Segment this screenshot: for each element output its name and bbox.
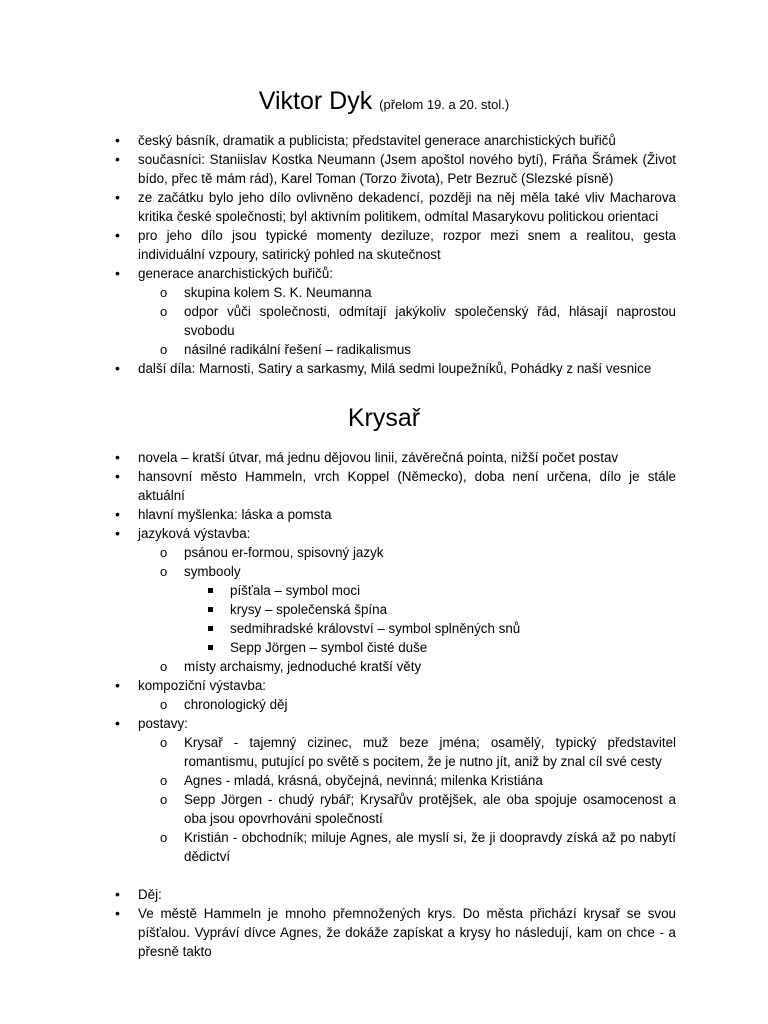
blank-line <box>138 866 676 885</box>
krysar-bullet-list <box>0 448 676 961</box>
list-item: • další díla: Marnosti, Satiry a sarkasmy, Milá sedmi loupežníků, Pohádky z naší vesnice <box>0 359 676 378</box>
sublist-item: o chronologický děj <box>184 695 676 714</box>
title-text: Viktor Dyk <box>258 87 373 115</box>
list-item: • pro jeho dílo jsou typické momenty deziluze, rozpor mezi snem a realitou, gesta individuální vzpoury, satirický pohled na skutečnost <box>0 226 676 264</box>
generation-sublist <box>138 283 676 359</box>
sublist-item: o násilné radikální řešení – radikalismus <box>184 340 676 359</box>
character-item: o Krysař - tajemný cizinec, muž beze jména; osamělý, typický představitel romantismu, putující po světě s pocitem, že je nutno jít, aniž by znal cíl své cesty <box>184 733 676 771</box>
character-item: o Sepp Jörgen - chudý rybář; Krysařův protějšek, ale oba spojuje osamocenost a oba jsou opovrhováni společností <box>184 790 676 828</box>
symbols-sublist <box>184 581 676 657</box>
list-item <box>0 264 676 359</box>
title-period: (přelom 19. a 20. stol.) <box>379 97 510 112</box>
list-item: • Ve městě Hammeln je mnoho přemnožených krys. Do města přichází krysař se svou píšťalou. Vypráví dívce Agnes, že dokáže zapískat a krysy ho následují, kam on chce - a přesně takto <box>0 904 676 961</box>
list-item: • současníci: Staniislav Kostka Neumann (Jsem apoštol nového bytí), Fráňa Šrámek (Život bído, přec tě mám rád), Karel Toman (Torzo života), Petr Bezruč (Slezské písně) <box>0 150 676 188</box>
character-item: o Kristián - obchodník; miluje Agnes, ale myslí si, že ji doopravdy získá až po nabytí dědictví <box>184 828 676 866</box>
list-item <box>0 714 676 885</box>
sublist-item: o odpor vůči společnosti, odmítají jakýkoliv společenský řád, hlásají naprostou svobodu <box>184 302 676 340</box>
sublist-item: o psánou er-formou, spisovný jazyk <box>184 543 676 562</box>
characters-sublist <box>138 733 676 866</box>
list-item: • ze začátku bylo jeho dílo ovlivněno dekadencí, později na něj měla také vliv Macharova kritika české společnosti; byl aktivním politikem, odmítal Masarykovu politickou orientaci <box>0 188 676 226</box>
heading-krysar: Krysař <box>347 404 421 432</box>
list-item: • hansovní město Hammeln, vrch Koppel (Německo), doba není určena, dílo je stále aktuální <box>0 467 676 505</box>
author-bullet-list <box>0 131 676 378</box>
symbol-item: sedmihradské království – symbol splněných snů <box>230 619 676 638</box>
list-item-text: jazyková výstavba: <box>138 526 251 541</box>
list-item <box>0 676 676 714</box>
symbol-item: Sepp Jörgen – symbol čisté duše <box>230 638 676 657</box>
list-item: • český básník, dramatik a publicista; představitel generace anarchistických buřičů <box>0 131 676 150</box>
list-item-text: postavy: <box>138 716 188 731</box>
character-item: o Agnes - mladá, krásná, obyčejná, nevinná; milenka Kristiána <box>184 771 676 790</box>
sublist-item: o skupina kolem S. K. Neumanna <box>184 283 676 302</box>
list-item: • hlavní myšlenka: láska a pomsta <box>0 505 676 524</box>
list-item-text: kompoziční výstavba: <box>138 678 267 693</box>
list-item <box>0 524 676 676</box>
list-item-text: generace anarchistických buřičů: <box>138 266 334 281</box>
language-sublist <box>138 543 676 676</box>
sublist-item: o místy archaismy, jednoduché kratší věty <box>184 657 676 676</box>
sublist-item <box>184 562 676 657</box>
symbol-item: píšťala – symbol moci <box>230 581 676 600</box>
composition-sublist <box>138 695 676 714</box>
list-item: • Děj: <box>0 885 676 904</box>
symbol-item: krysy – společenská špína <box>230 600 676 619</box>
sublist-item-text: symbooly <box>184 564 241 579</box>
list-item: • novela – kratší útvar, má jednu dějovou linii, závěrečná pointa, nižší počet postav <box>0 448 676 467</box>
heading-viktor-dyk <box>0 84 768 122</box>
